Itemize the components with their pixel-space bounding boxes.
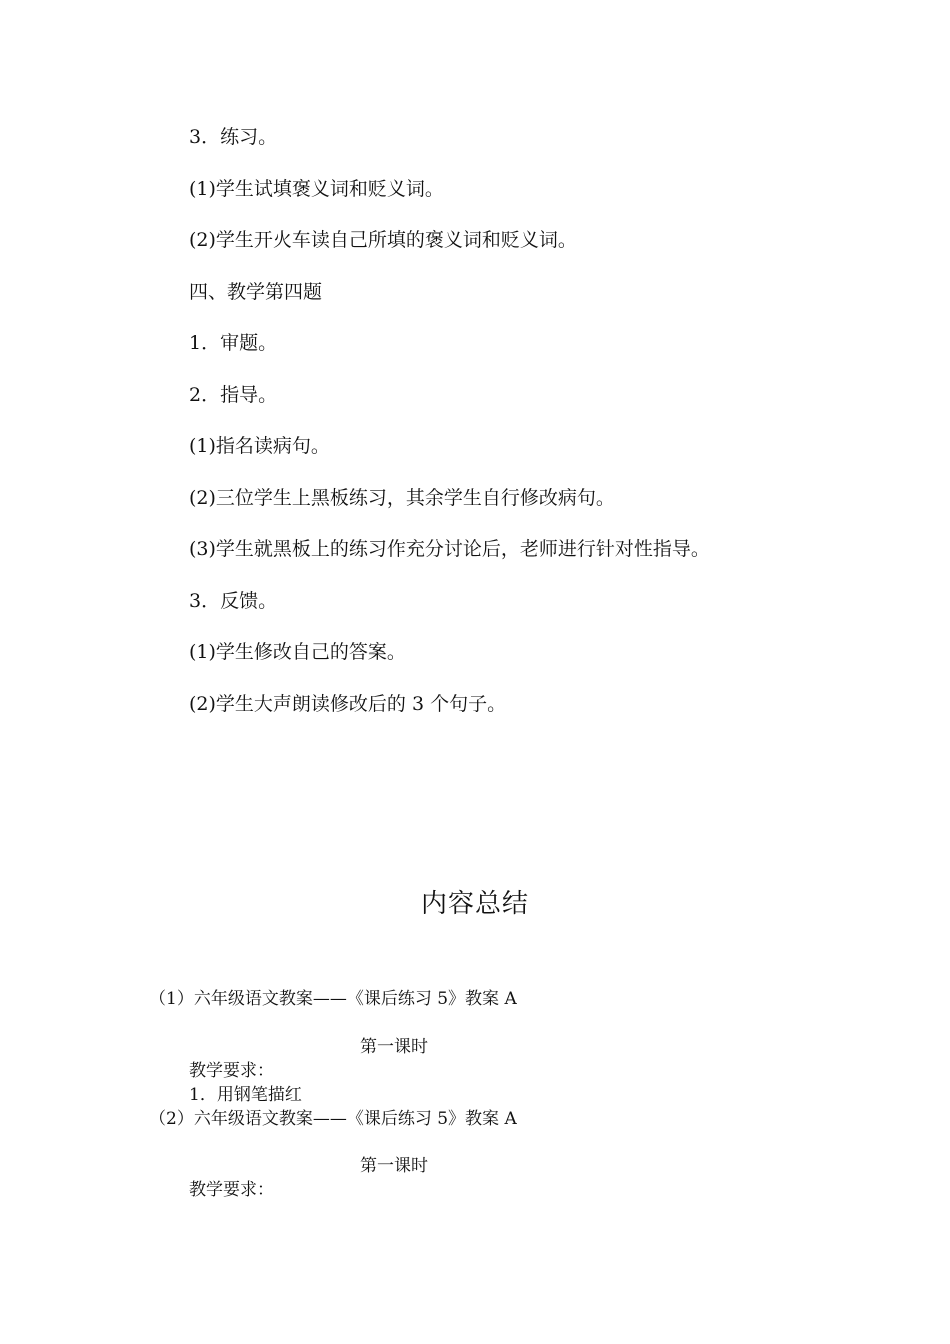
paragraph-line: (2)学生开火车读自己所填的褒义词和贬义词。 [189, 229, 577, 251]
summary-title: 内容总结 [420, 889, 529, 919]
paragraph-line: 1．审题。 [189, 332, 278, 354]
summary-item-lesson: 第一课时 [360, 1156, 428, 1176]
paragraph-line: (2)三位学生上黑板练习，其余学生自行修改病句。 [189, 486, 615, 509]
paragraph-line: 3．反馈。 [189, 589, 278, 612]
summary-item-lesson: 第一课时 [360, 1037, 428, 1057]
section-heading: 四、教学第四题 [189, 280, 323, 303]
summary-item-requirement: 教学要求： [189, 1061, 274, 1081]
paragraph-line: (1)学生修改自己的答案。 [189, 641, 406, 663]
summary-item-requirement: 教学要求： [189, 1180, 274, 1200]
paragraph-line: (2)学生大声朗读修改后的 3 个句子。 [189, 692, 507, 715]
paragraph-line: (1)指名读病句。 [189, 435, 330, 457]
summary-item-point: 1．用钢笔描红 [189, 1085, 302, 1105]
paragraph-line: (3)学生就黑板上的练习作充分讨论后，老师进行针对性指导。 [189, 538, 710, 560]
paragraph-line: 2．指导。 [189, 383, 278, 406]
document-body [189, 122, 909, 740]
paragraph-line: 3．练习。 [189, 126, 278, 148]
summary-item-heading: （1）六年级语文教案——《课后练习 5》教案 A [149, 989, 517, 1009]
summary-item-heading: （2）六年级语文教案——《课后练习 5》教案 A [149, 1109, 517, 1129]
paragraph-line: (1)学生试填褒义词和贬义词。 [189, 177, 444, 200]
